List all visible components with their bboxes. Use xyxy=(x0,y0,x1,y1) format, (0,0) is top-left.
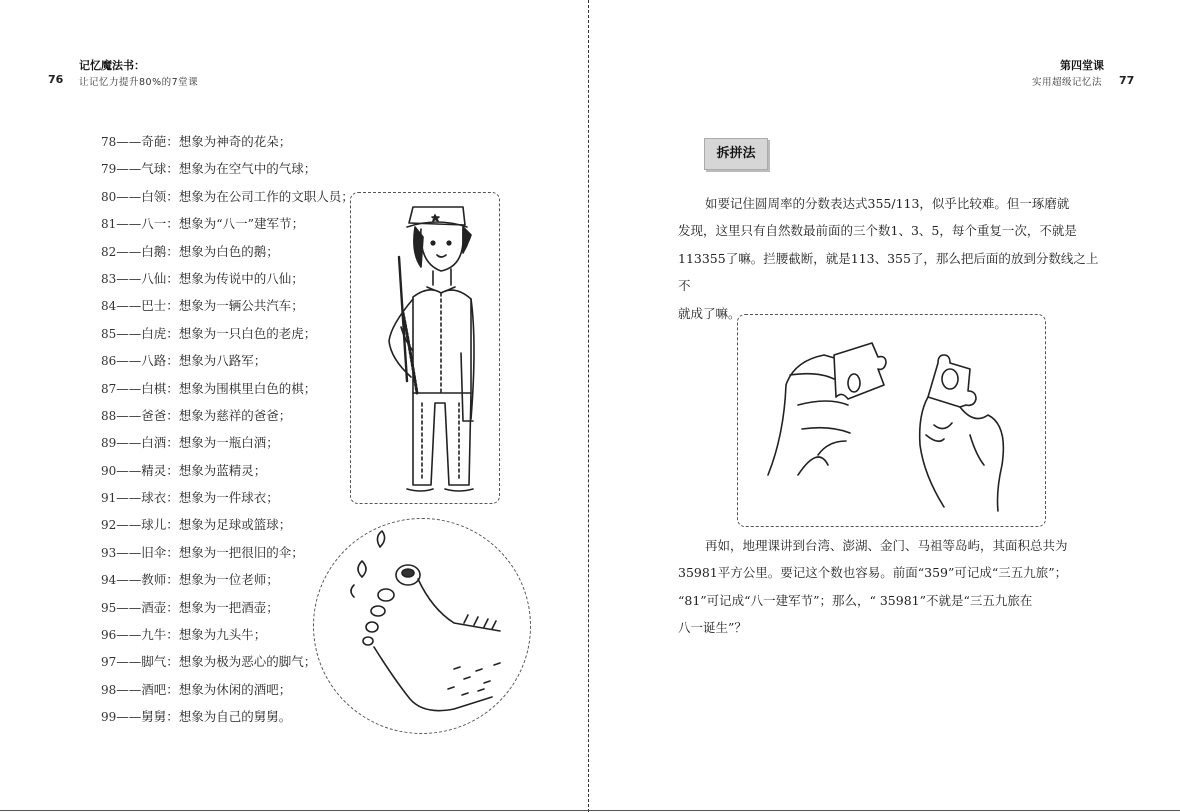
list-item-number: 86 xyxy=(101,354,117,369)
list-item-text: ——九牛：想象为九头牛； xyxy=(116,627,267,643)
list-item xyxy=(101,351,354,378)
list-item xyxy=(101,324,354,351)
list-item xyxy=(101,488,354,515)
list-item-number: 85 xyxy=(101,326,117,341)
list-item xyxy=(101,406,354,433)
list-item xyxy=(101,296,354,323)
list-item-number: 94 xyxy=(101,573,117,588)
paragraph-line xyxy=(678,614,1104,641)
list-item-number: 87 xyxy=(101,381,117,396)
list-item xyxy=(101,379,354,406)
list-item-number: 97 xyxy=(101,655,117,670)
list-item-number: 99 xyxy=(101,710,117,725)
list-item-number: 82 xyxy=(101,244,117,259)
paragraph-1 xyxy=(678,190,1104,327)
soldier-drawing xyxy=(351,193,499,503)
list-item-text: ——酒吧：想象为休闲的酒吧； xyxy=(116,681,292,697)
method-label: 拆拼法 xyxy=(704,138,768,170)
list-item-number: 89 xyxy=(101,436,117,451)
foot-illustration xyxy=(313,518,531,734)
paragraph-line-text: “81”可记成“八一建军节”；那么，“ 35981”不就是“三五九旅在 xyxy=(678,592,1033,608)
list-item-text: ——球衣：想象为一件球衣； xyxy=(116,490,279,506)
list-item-text: ——酒壶：想象为一把酒壶； xyxy=(116,599,279,615)
puzzle-hands-drawing xyxy=(738,315,1045,526)
list-item-number: 80 xyxy=(101,189,117,204)
list-item-number: 91 xyxy=(101,491,117,506)
puzzle-illustration xyxy=(737,314,1046,527)
page-gutter xyxy=(588,0,589,812)
paragraph-line xyxy=(678,245,1104,300)
list-item xyxy=(101,159,354,186)
list-item-number: 93 xyxy=(101,545,117,560)
paragraph-line xyxy=(678,217,1104,244)
list-item-text: ——气球：想象为在空气中的气球； xyxy=(116,161,317,177)
list-item-text: ——白鹅：想象为白色的鹅； xyxy=(116,243,279,259)
right-header-subtitle: 实用超级记忆法 xyxy=(1032,77,1103,88)
paragraph-line xyxy=(678,587,1104,614)
left-header-subtitle: 让记忆力提升80%的7堂课 xyxy=(79,77,199,88)
paragraph-line-text: 如要记住圆周率的分数表达式355/113，似乎比较难。但一琢磨就 xyxy=(705,196,1070,211)
list-item-text: ——旧伞：想象为一把很旧的伞； xyxy=(116,544,304,560)
list-item-number: 96 xyxy=(101,628,117,643)
list-item-text: ——八路：想象为八路军； xyxy=(116,353,267,369)
list-item-number: 95 xyxy=(101,600,117,615)
list-item-number: 88 xyxy=(101,408,117,423)
list-item xyxy=(101,269,354,296)
list-item-text: ——教师：想象为一位老师； xyxy=(116,572,279,588)
paragraph-2 xyxy=(678,532,1104,642)
list-item-number: 84 xyxy=(101,299,117,314)
list-item-text: ——球儿：想象为足球或篮球； xyxy=(116,517,292,533)
list-item xyxy=(101,242,354,269)
list-item-number: 83 xyxy=(101,271,117,286)
paragraph-line-text: 35981平方公里。要记这个数也容易。前面“359”可记成“三五九旅”； xyxy=(678,565,1068,581)
paragraph-line xyxy=(678,532,1104,559)
list-item-number: 92 xyxy=(101,518,117,533)
list-item-text: ——白棋：想象为围棋里白色的棋； xyxy=(116,380,317,396)
list-item xyxy=(101,461,354,488)
list-item-text: ——八仙：想象为传说中的八仙； xyxy=(116,270,304,286)
paragraph-line-text: 就成了嘛。 xyxy=(678,305,741,321)
paragraph-line-text: 113355了嘛。拦腰截断，就是113、355了，那么把后面的放到分数线之上不 xyxy=(678,250,1099,294)
list-item xyxy=(101,214,354,241)
bottom-rule xyxy=(0,810,1180,811)
paragraph-line-text: 八一诞生”？ xyxy=(678,620,747,636)
paragraph-line-text: 再如，地理课讲到台湾、澎湖、金门、马祖等岛屿，其面积总共为 xyxy=(705,538,1068,553)
list-item-text: ——白酒：想象为一瓶白酒； xyxy=(116,435,279,451)
right-page xyxy=(592,0,1180,812)
left-page-number: 76 xyxy=(48,73,64,86)
list-item-number: 81 xyxy=(101,217,117,232)
list-item xyxy=(101,433,354,460)
list-item-text: ——精灵：想象为蓝精灵； xyxy=(116,462,267,478)
paragraph-line-text: 发现，这里只有自然数最前面的三个数1、3、5，每个重复一次，不就是 xyxy=(678,223,1077,239)
list-item-text: ——巴士：想象为一辆公共汽车； xyxy=(116,298,304,314)
foot-drawing xyxy=(314,519,530,733)
paragraph-line xyxy=(678,559,1104,586)
list-item xyxy=(101,132,354,159)
right-page-number: 77 xyxy=(1119,74,1135,87)
list-item-text: ——脚气：想象为极为恶心的脚气； xyxy=(116,654,317,670)
left-header-title: 记忆魔法书： xyxy=(79,59,145,72)
list-item-number: 78 xyxy=(101,135,117,149)
list-item-text: ——八一：想象为“八一”建军节； xyxy=(116,216,305,232)
left-page xyxy=(0,0,588,812)
list-item-text: ——奇葩：想象为神奇的花朵； xyxy=(116,134,292,149)
list-item-text: ——白虎：想象为一只白色的老虎； xyxy=(116,325,317,341)
list-item-text: ——白领：想象为在公司工作的文职人员； xyxy=(116,188,354,204)
paragraph-line xyxy=(678,190,1104,217)
list-item-number: 90 xyxy=(101,463,117,478)
soldier-illustration xyxy=(350,192,500,504)
list-item xyxy=(101,187,354,214)
list-item-number: 79 xyxy=(101,162,117,177)
list-item-number: 98 xyxy=(101,682,117,697)
list-item-text: ——舅舅：想象为自己的舅舅。 xyxy=(116,709,292,725)
list-item-text: ——爸爸：想象为慈祥的爸爸； xyxy=(116,407,292,423)
right-header-title: 第四堂课 xyxy=(1060,59,1104,72)
